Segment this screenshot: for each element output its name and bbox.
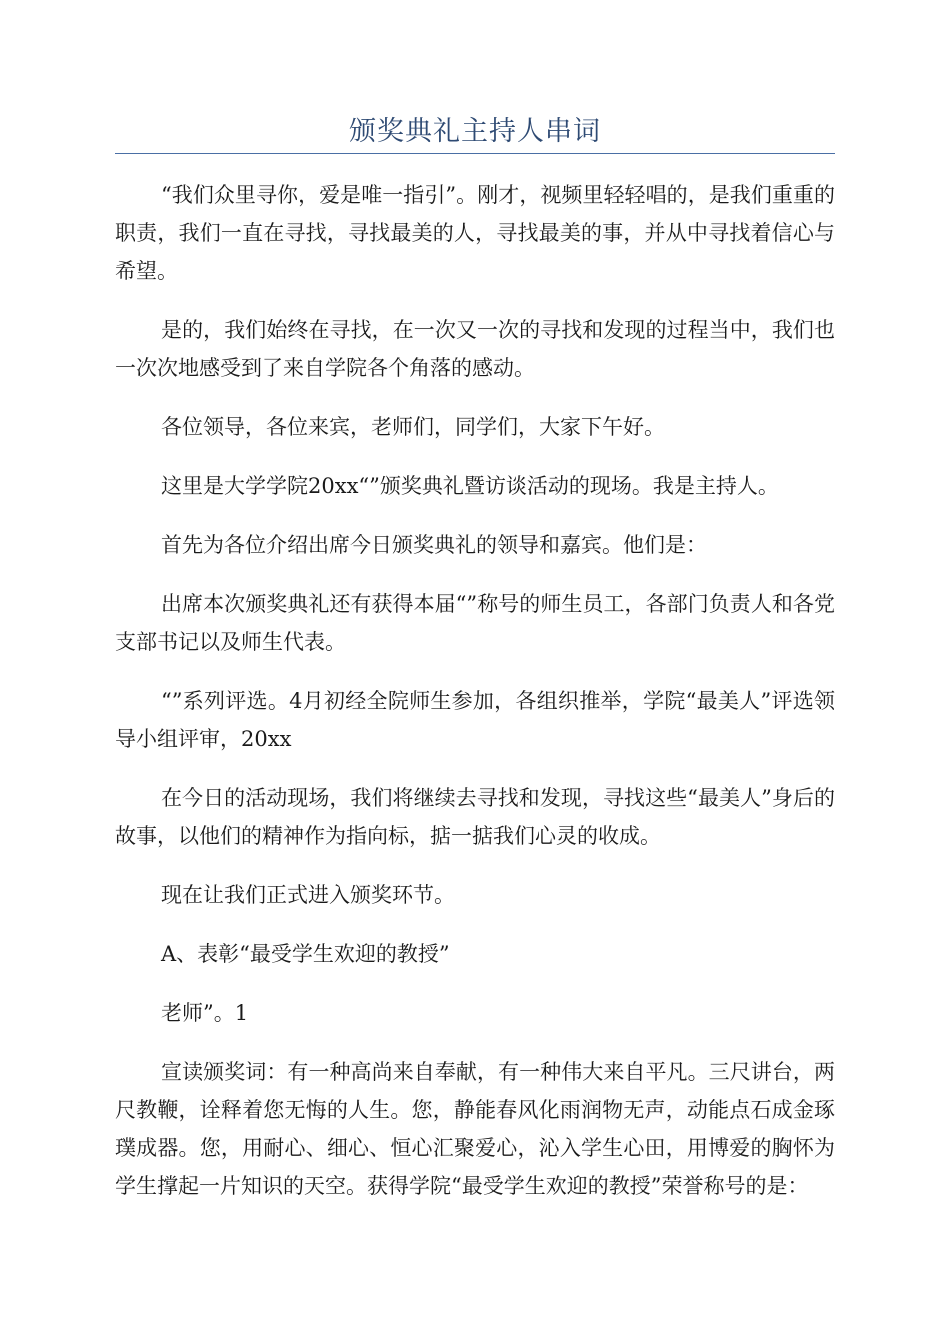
paragraph: “我们众里寻你，爱是唯一指引”。刚才，视频里轻轻唱的，是我们重重的职责，我们一直在寻找，寻找最美的人，寻找最美的事，并从中寻找着信心与希望。 — [115, 183, 835, 283]
document-body — [115, 176, 835, 1226]
paragraph: 老师”。1 — [161, 1001, 249, 1025]
document-title: 颁奖典礼主持人串词 — [349, 116, 601, 147]
paragraph: 现在让我们正式进入颁奖环节。 — [161, 883, 455, 907]
paragraph: 首先为各位介绍出席今日颁奖典礼的领导和嘉宾。他们是： — [161, 533, 707, 557]
title-underline — [115, 153, 835, 154]
paragraph: 在今日的活动现场，我们将继续去寻找和发现，寻找这些“最美人”身后的故事，以他们的精神作为指向标，掂一掂我们心灵的收成。 — [115, 786, 835, 848]
paragraph: 这里是大学学院20xx“”颁奖典礼暨访谈活动的现场。我是主持人。 — [161, 474, 779, 498]
section-heading: A、表彰“最受学生欢迎的教授” — [161, 942, 450, 966]
paragraph: 各位领导，各位来宾，老师们，同学们，大家下午好。 — [161, 415, 665, 439]
paragraph: “”系列评选。4月初经全院师生参加，各组织推举，学院“最美人”评选领导小组评审，20xx — [115, 689, 835, 751]
paragraph: 宣读颁奖词：有一种高尚来自奉献，有一种伟大来自平凡。三尺讲台，两尺教鞭，诠释着您无悔的人生。您，静能春风化雨润物无声，动能点石成金琢璞成器。您，用耐心、细心、恒心汇聚爱心，沁入学生心田，用博爱的胸怀为学生撑起一片知识的天空。获得学院“最受学生欢迎的教授”荣誉称号的是： — [115, 1060, 835, 1198]
paragraph: 出席本次颁奖典礼还有获得本届“”称号的师生员工，各部门负责人和各党支部书记以及师生代表。 — [115, 592, 835, 654]
paragraph: 是的，我们始终在寻找，在一次又一次的寻找和发现的过程当中，我们也一次次地感受到了来自学院各个角落的感动。 — [115, 318, 835, 380]
